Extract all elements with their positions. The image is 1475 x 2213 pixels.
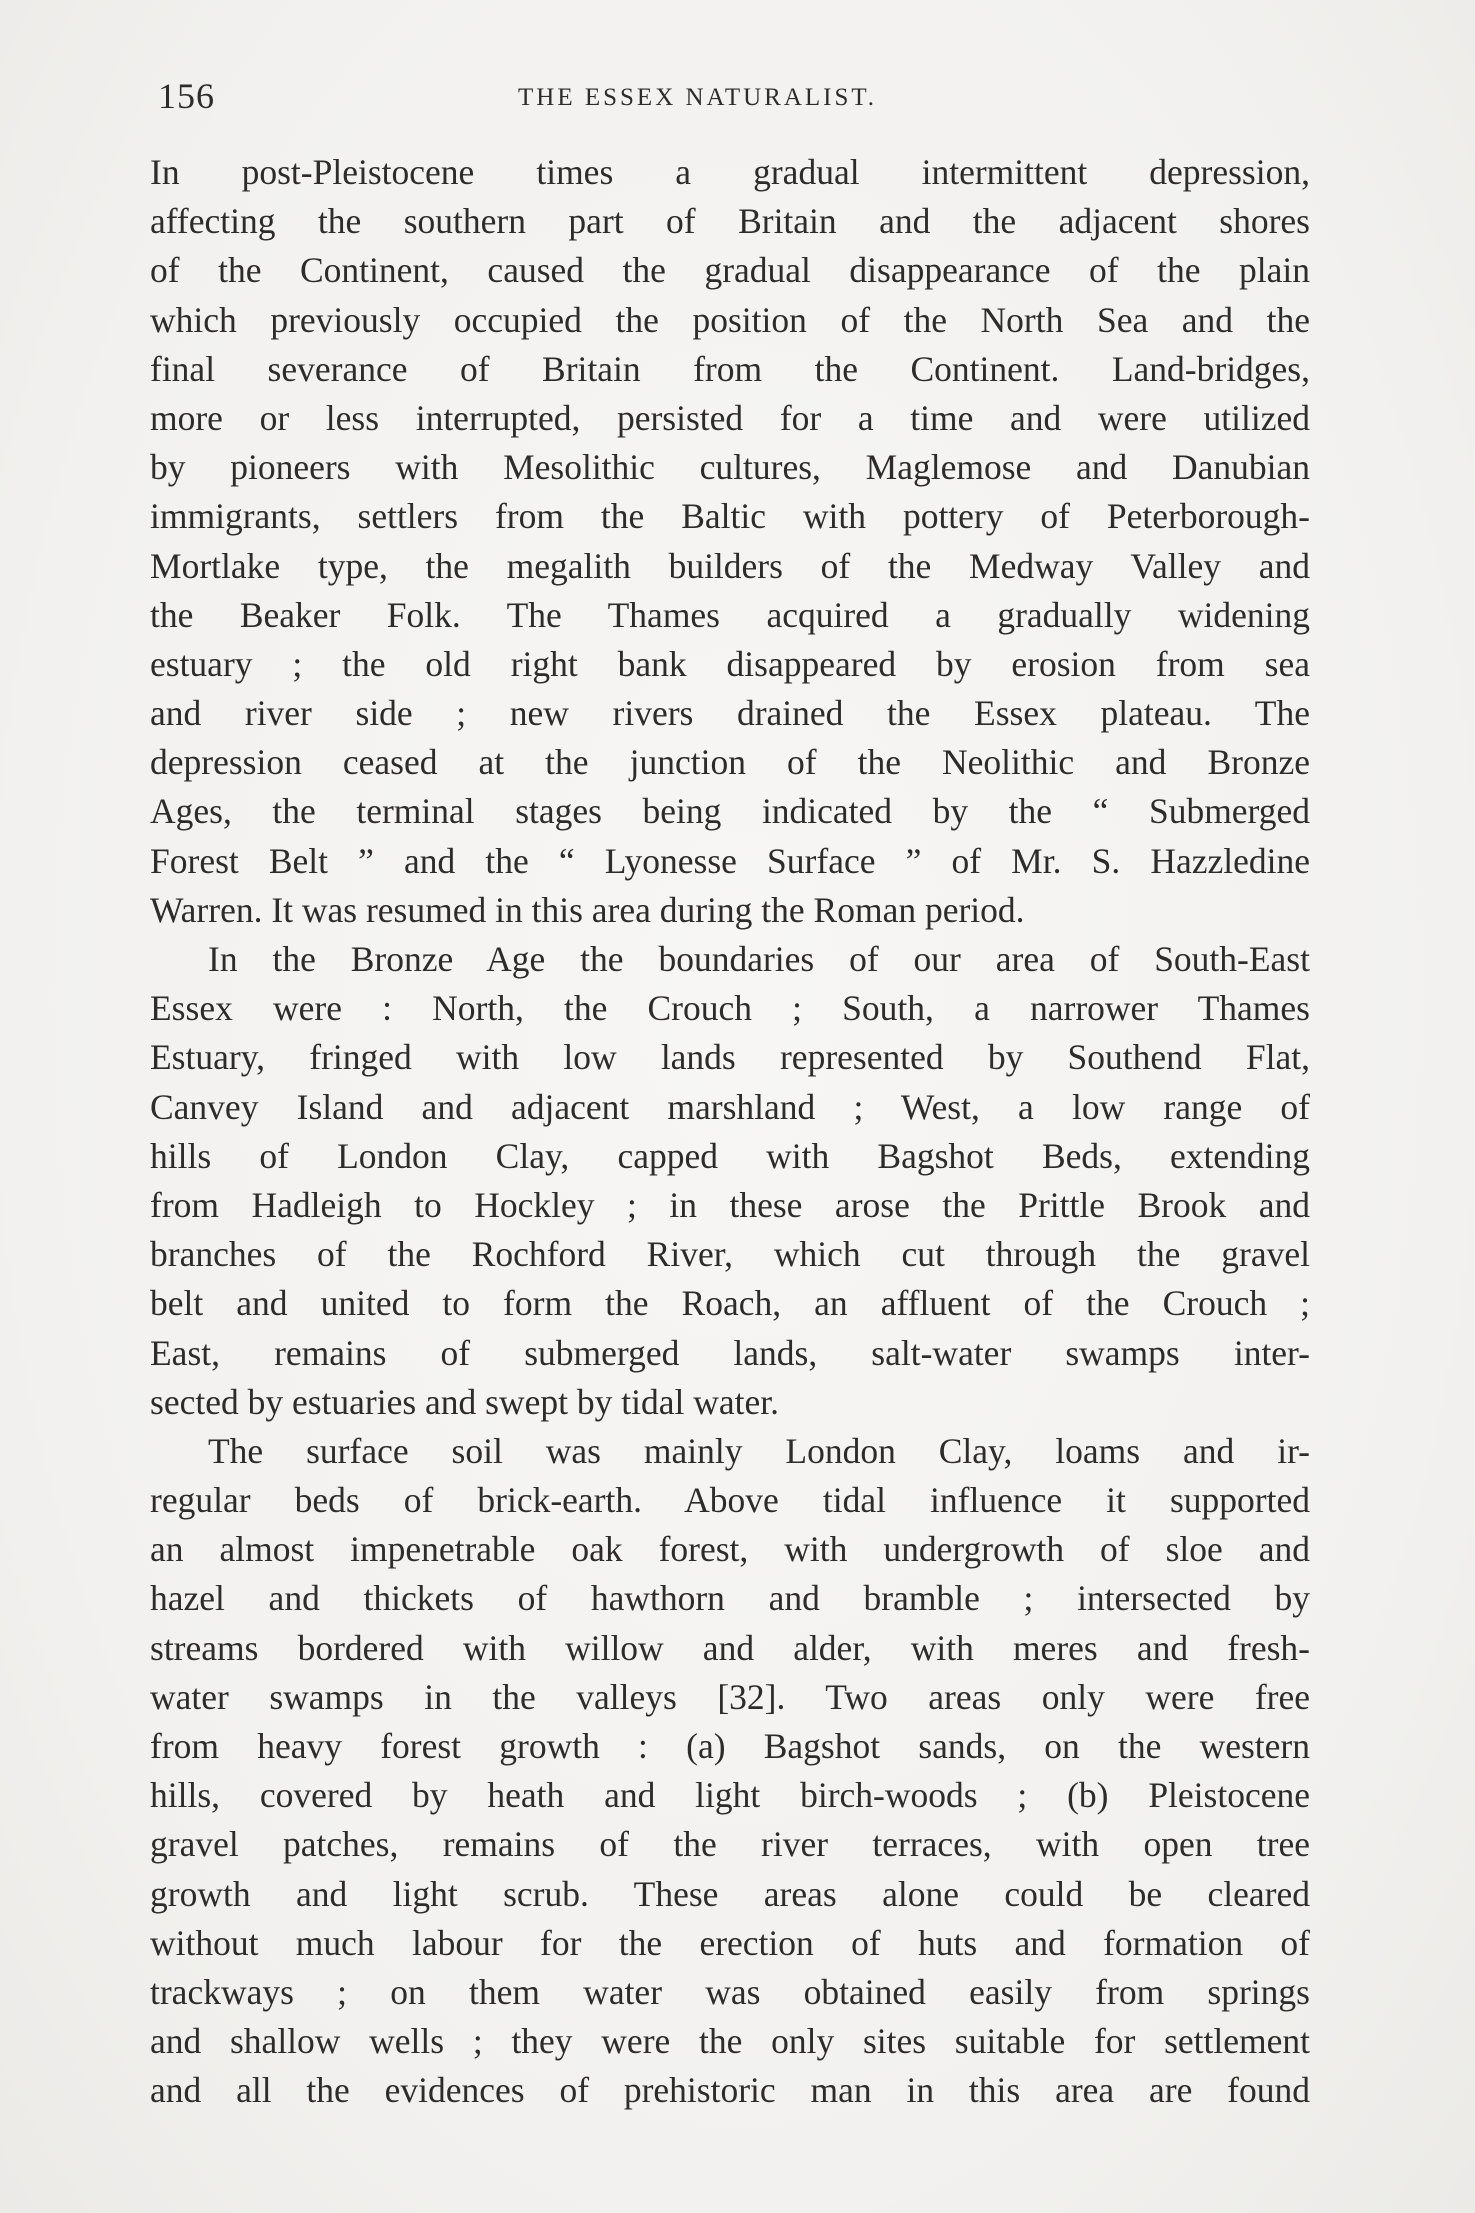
text-line: hills of London Clay, capped with Bagshot Beds, extending xyxy=(150,1135,1310,1176)
text-line: depression ceased at the junction of the Neolithic and Bronze xyxy=(150,742,1310,783)
text-line: immigrants, settlers from the Baltic with pottery of Peterborough- xyxy=(150,496,1310,537)
text-line: Warren. It was resumed in this area during the Roman period. xyxy=(150,889,1025,930)
text-line: The surface soil was mainly London Clay, loams and ir- xyxy=(208,1430,1310,1471)
text-line: growth and light scrub. These areas alone could be cleared xyxy=(150,1873,1310,1914)
text-line: Essex were : North, the Crouch ; South, a narrower Thames xyxy=(150,988,1310,1029)
text-line: Canvey Island and adjacent marshland ; West, a low range of xyxy=(150,1086,1310,1127)
text-line: Ages, the terminal stages being indicated by the “ Submerged xyxy=(150,791,1310,832)
text-line: by pioneers with Mesolithic cultures, Maglemose and Danubian xyxy=(150,447,1310,488)
text-line: In the Bronze Age the boundaries of our area of South-East xyxy=(208,939,1310,979)
text-line: trackways ; on them water was obtained easily from springs xyxy=(150,1971,1310,2012)
paragraph xyxy=(150,1427,1310,2116)
text-line: branches of the Rochford River, which cut through the gravel xyxy=(150,1234,1310,1275)
text-line: Estuary, fringed with low lands represented by Southend Flat, xyxy=(150,1037,1310,1078)
page-number: 156 xyxy=(158,76,215,116)
text-line: Mortlake type, the megalith builders of the Medway Valley and xyxy=(150,545,1310,586)
text-line: which previously occupied the position of the North Sea and the xyxy=(150,299,1310,340)
text-line: and river side ; new rivers drained the Essex plateau. The xyxy=(150,693,1310,734)
text-line: and all the evidences of prehistoric man in this area are found xyxy=(150,2070,1310,2111)
page-header xyxy=(158,66,1308,126)
text-line: East, remains of submerged lands, salt-water swamps inter- xyxy=(150,1332,1310,1373)
paragraph xyxy=(150,935,1310,1427)
body-text xyxy=(150,148,1310,2116)
text-line: In post-Pleistocene times a gradual intermittent depression, xyxy=(150,152,1310,192)
text-line: belt and united to form the Roach, an affluent of the Crouch ; xyxy=(150,1283,1310,1324)
text-line: final severance of Britain from the Continent. Land-bridges, xyxy=(150,348,1310,389)
running-head: THE ESSEX NATURALIST. xyxy=(518,84,878,111)
text-line: estuary ; the old right bank disappeared by erosion from sea xyxy=(150,643,1310,684)
text-line: an almost impenetrable oak forest, with undergrowth of sloe and xyxy=(150,1529,1310,1570)
text-line: gravel patches, remains of the river terraces, with open tree xyxy=(150,1824,1310,1865)
text-line: without much labour for the erection of huts and formation of xyxy=(150,1922,1310,1963)
text-line: water swamps in the valleys [32]. Two areas only were free xyxy=(150,1676,1310,1717)
text-line: from heavy forest growth : (a) Bagshot sands, on the western xyxy=(150,1726,1310,1766)
text-line: from Hadleigh to Hockley ; in these arose the Prittle Brook and xyxy=(150,1184,1310,1225)
text-line: more or less interrupted, persisted for a time and were utilized xyxy=(150,397,1310,438)
text-line: of the Continent, caused the gradual disappearance of the plain xyxy=(150,250,1310,291)
text-line: Forest Belt ” and the “ Lyonesse Surface ” of Mr. S. Hazzledine xyxy=(150,840,1310,881)
paragraph xyxy=(150,148,1310,935)
text-line: streams bordered with willow and alder, with meres and fresh- xyxy=(150,1627,1310,1668)
text-line: affecting the southern part of Britain and the adjacent shores xyxy=(150,201,1310,242)
text-line: the Beaker Folk. The Thames acquired a gradually widening xyxy=(150,594,1310,635)
text-line: and shallow wells ; they were the only sites suitable for settlement xyxy=(150,2021,1310,2062)
text-line: sected by estuaries and swept by tidal water. xyxy=(150,1381,779,1422)
text-line: hazel and thickets of hawthorn and bramble ; intersected by xyxy=(150,1578,1310,1619)
text-line: regular beds of brick-earth. Above tidal influence it supported xyxy=(150,1480,1310,1521)
text-line: hills, covered by heath and light birch-woods ; (b) Pleistocene xyxy=(150,1775,1310,1816)
